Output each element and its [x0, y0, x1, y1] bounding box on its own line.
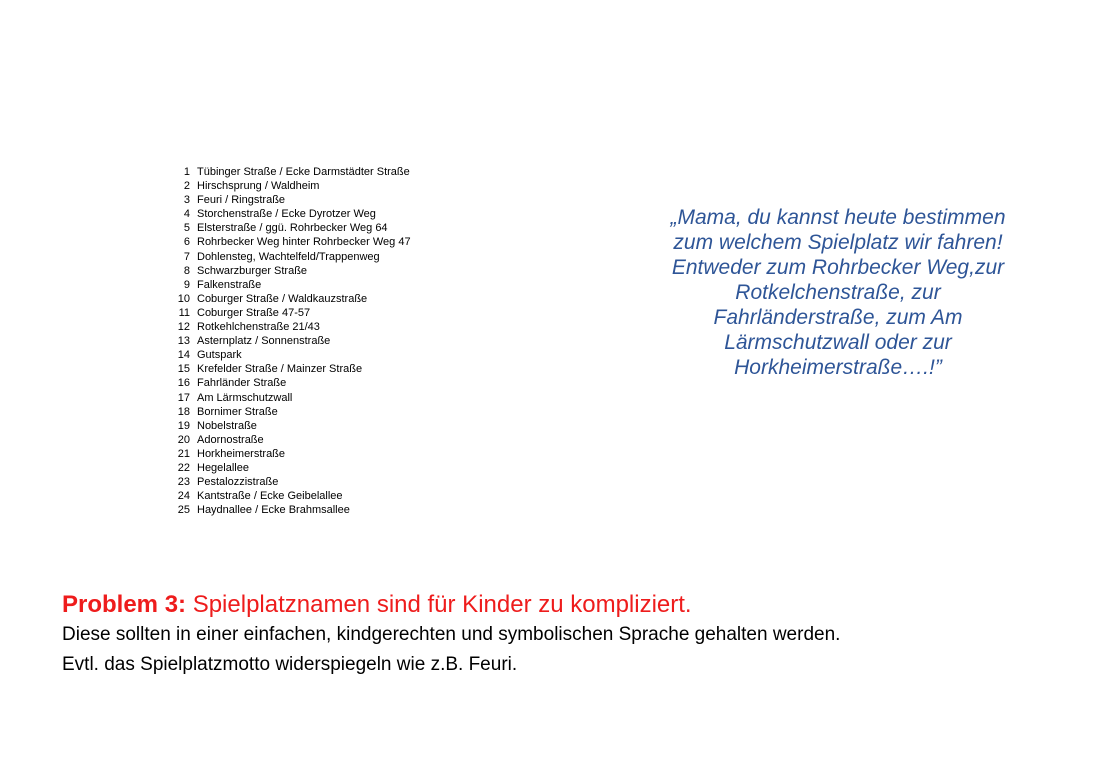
list-item-name: Gutspark — [197, 349, 242, 362]
list-item-name: Adornostraße — [197, 433, 264, 446]
list-item-number: 3 — [183, 194, 190, 207]
list-item-name: Tübinger Straße / Ecke Darmstädter Straße — [197, 166, 410, 178]
list-item — [176, 334, 411, 348]
list-item-number: 24 — [177, 490, 190, 503]
list-item — [176, 489, 411, 503]
list-item-name: Krefelder Straße / Mainzer Straße — [197, 363, 363, 376]
list-item-number: 23 — [177, 476, 190, 489]
list-item-name: Feuri / Ringstraße — [197, 194, 286, 207]
list-item-name: Elsterstraße / ggü. Rohrbecker Weg 64 — [197, 222, 388, 235]
list-item-number: 6 — [183, 236, 190, 249]
list-item — [176, 292, 411, 306]
list-item-name: Bornimer Straße — [197, 405, 278, 418]
list-item — [176, 461, 411, 475]
list-item — [176, 193, 411, 207]
list-item — [176, 362, 411, 376]
list-item-number: 12 — [177, 321, 190, 334]
list-item-number: 18 — [177, 405, 190, 418]
list-item — [176, 221, 411, 235]
list-item — [176, 419, 411, 433]
list-item — [176, 235, 411, 249]
list-item — [176, 278, 411, 292]
list-item-number: 11 — [178, 306, 190, 319]
list-item — [176, 503, 411, 517]
list-item-number: 5 — [183, 222, 190, 235]
list-item-name: Am Lärmschutzwall — [197, 391, 293, 404]
list-item — [176, 475, 411, 489]
list-item — [176, 433, 411, 447]
list-item-name: Rotkehlchenstraße 21/43 — [197, 321, 320, 334]
list-item — [176, 348, 411, 362]
list-item — [176, 391, 411, 405]
playground-list — [176, 165, 411, 517]
list-item-number: 10 — [177, 292, 190, 305]
list-item-name: Schwarzburger Straße — [197, 264, 308, 277]
list-item-name: Kantstraße / Ecke Geibelallee — [197, 490, 343, 503]
list-item-number: 19 — [177, 419, 190, 432]
list-item-number: 9 — [183, 278, 190, 291]
list-item — [176, 376, 411, 390]
list-item-number: 1 — [183, 166, 190, 178]
list-item-number: 2 — [183, 180, 190, 193]
list-item-name: Nobelstraße — [197, 419, 257, 432]
list-item — [176, 405, 411, 419]
problem-label: Problem 3: — [62, 591, 187, 618]
problem-description-line-1: Diese sollten in einer einfachen, kindgerechten und symbolischen Sprache gehalten werden. — [62, 624, 841, 645]
list-item-name: Hegelallee — [197, 461, 249, 474]
list-item-number: 16 — [177, 377, 190, 390]
list-item-name: Fahrländer Straße — [197, 377, 287, 390]
list-item-number: 7 — [183, 250, 190, 263]
problem-title-text: Spielplatznamen sind für Kinder zu kompliziert. — [186, 591, 692, 618]
list-item — [176, 320, 411, 334]
list-item-name: Pestalozzistraße — [197, 476, 279, 489]
list-item — [176, 250, 411, 264]
list-item-number: 20 — [177, 433, 190, 446]
list-item-name: Storchenstraße / Ecke Dyrotzer Weg — [197, 208, 376, 221]
list-item-name: Haydnallee / Ecke Brahmsallee — [197, 504, 350, 517]
list-item-number: 22 — [177, 461, 190, 474]
list-item — [176, 306, 411, 320]
list-item — [176, 207, 411, 221]
list-item-name: Rohrbecker Weg hinter Rohrbecker Weg 47 — [197, 236, 411, 249]
list-item-name: Horkheimerstraße — [197, 447, 286, 460]
list-item-name: Coburger Straße 47-57 — [197, 306, 311, 319]
list-item-number: 25 — [177, 504, 190, 517]
list-item — [176, 179, 411, 193]
list-item-name: Hirschsprung / Waldheim — [197, 180, 320, 193]
list-item-number: 15 — [177, 363, 190, 376]
list-item — [176, 264, 411, 278]
list-item-number: 21 — [177, 447, 190, 460]
list-item — [176, 447, 411, 461]
child-quote: „Mama, du kannst heute bestimmen zum welchem Spielplatz wir fahren! Entweder zum Rohrbecker Weg,zur Rotkelchenstraße, zur Fahrländerstraße, zum Am Lärmschutzwall oder zur Horkheimerstraße….!” — [670, 206, 1006, 379]
list-item — [176, 165, 411, 179]
list-item-number: 17 — [177, 391, 190, 404]
list-item-name: Asternplatz / Sonnenstraße — [197, 335, 331, 348]
problem-description-line-2: Evtl. das Spielplatzmotto widerspiegeln wie z.B. Feuri. — [62, 654, 518, 675]
list-item-name: Coburger Straße / Waldkauzstraße — [197, 292, 368, 305]
problem-section — [62, 590, 1062, 680]
list-item-number: 4 — [183, 208, 190, 221]
list-item-number: 8 — [183, 264, 190, 277]
list-item-number: 13 — [177, 335, 190, 348]
list-item-number: 14 — [177, 349, 190, 362]
problem-heading — [62, 590, 1062, 620]
list-item-name: Dohlensteg, Wachtelfeld/Trappenweg — [197, 250, 380, 263]
list-item-name: Falkenstraße — [197, 278, 262, 291]
